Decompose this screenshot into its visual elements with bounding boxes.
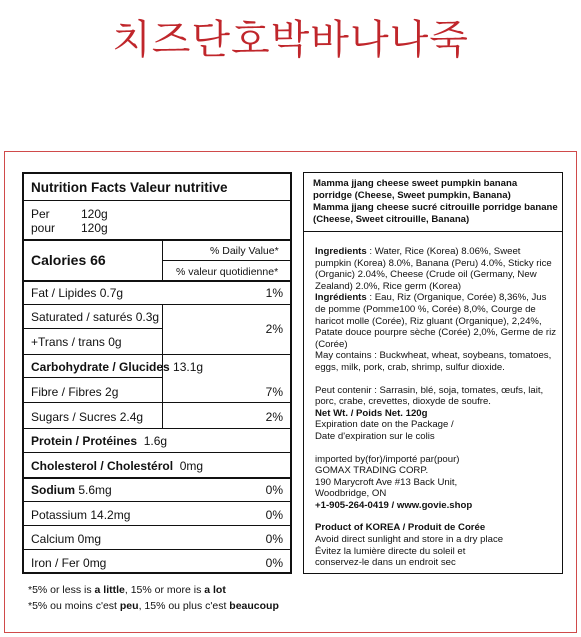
address-line-2: Woodbridge, ON xyxy=(315,488,387,500)
may-contain: May contains : Buckwheat, wheat, soybeans, tomatoes, eggs, milk, pork, crab, shrimp, sulfur dioxide. xyxy=(315,350,552,373)
nutrient-sodium-pct: 0% xyxy=(265,483,283,497)
product-name-fr: Mamma jjang cheese sucré citrouille porridge banane (Cheese, Sweet citrouille, Banana) xyxy=(313,202,558,225)
per-value: 120g xyxy=(81,207,108,221)
pour-value: 120g xyxy=(81,221,108,235)
product-info-panel xyxy=(303,172,563,574)
daily-value-en: % Daily Value* xyxy=(210,245,279,257)
nutrient-calcium-pct: 0% xyxy=(265,532,283,546)
storage-fr-1: Évitez la lumière directe du soleil et xyxy=(315,545,466,557)
company-name: GOMAX TRADING CORP. xyxy=(315,465,429,477)
ingredients-en: Ingredients : Water, Rice (Korea) 8.06%, Sweet pumpkin (Korea) 8.0%, Banana (Peru) 4.0%, Sticky rice (Organic) 2.04%, Cheese (Crude oil (Germany, New Zealand) 2.0%, Rice germ (Korea) xyxy=(315,246,552,292)
per-label: Per xyxy=(31,207,50,221)
expiration-en: Expiration date on the Package / xyxy=(315,419,454,431)
product-of: Product of KOREA / Produit de Corée xyxy=(315,522,486,534)
nutrient-iron-pct: 0% xyxy=(265,556,283,570)
nutrient-fat-pct: 1% xyxy=(265,286,283,300)
nutrient-potassium: Potassium 14.2mg xyxy=(31,508,131,522)
contact-info: +1-905-264-0419 / www.govie.shop xyxy=(315,499,473,511)
footnote-fr: *5% ou moins c'est peu, 15% ou plus c'est beaucoup xyxy=(28,600,279,612)
nutrient-cholesterol: Cholesterol / Cholestérol 0mg xyxy=(31,459,204,473)
expiration-fr: Date d'expiration sur le colis xyxy=(315,430,435,442)
nutrient-fat: Fat / Lipides 0.7g xyxy=(31,286,124,300)
nutrient-potassium-pct: 0% xyxy=(265,508,283,522)
product-info-body xyxy=(315,246,557,569)
nutrient-sugars-pct: 2% xyxy=(265,410,283,424)
imported-by: imported by(for)/importé par(pour) xyxy=(315,453,460,465)
product-title: 치즈단호박바나나죽 xyxy=(112,17,469,63)
nutrient-iron: Iron / Fer 0mg xyxy=(31,556,107,570)
nutrient-saturated: Saturated / saturés 0.3g xyxy=(31,310,160,324)
calories: Calories 66 xyxy=(31,252,106,268)
nutrient-saturated-trans-pct: 2% xyxy=(265,322,283,336)
nutrient-calcium: Calcium 0mg xyxy=(31,532,102,546)
peut-contenir: Peut contenir : Sarrasin, blé, soja, tomates, œufs, lait, porc, crabe, crevettes, dioxyde de soufre. xyxy=(315,384,544,408)
nutrient-trans: +Trans / trans 0g xyxy=(31,335,122,349)
nutrient-sodium: Sodium 5.6mg xyxy=(31,483,112,497)
product-name-block xyxy=(313,178,558,226)
net-weight: Net Wt. / Poids Net. 120g xyxy=(315,407,428,419)
storage-fr-2: conservez-le dans un endroit sec xyxy=(315,557,456,569)
nutrient-fibre: Fibre / Fibres 2g xyxy=(31,385,119,399)
nutrient-protein: Protein / Protéines 1.6g xyxy=(31,434,168,448)
nutrient-sugars: Sugars / Sucres 2.4g xyxy=(31,410,144,424)
storage-en: Avoid direct sunlight and store in a dry place xyxy=(315,534,504,546)
nutrient-carbohydrate: Carbohydrate / Glucides 13.1g xyxy=(31,360,204,374)
address-line-1: 190 Marycroft Ave #13 Back Unit, xyxy=(315,476,458,488)
nutrient-fibre-pct: 7% xyxy=(265,385,283,399)
daily-value-fr: % valeur quotidienne* xyxy=(176,266,279,278)
footnote-en: *5% or less is a little, 15% or more is a lot xyxy=(28,584,226,596)
pour-label: pour xyxy=(31,221,56,235)
product-name-en: Mamma jjang cheese sweet pumpkin banana porridge (Cheese, Sweet pumpkin, Banana) xyxy=(313,178,518,201)
nutrition-facts-table xyxy=(22,172,292,574)
ingredients-fr: Ingrédients : Eau, Riz (Organique, Corée) 8,36%, Jus de pomme (Pomme100 %, Corée) 8,0%, Courge de haricot molle (Corée), Riz gluant (Organique), 2,24%, Patate douce pourpre sèche (Corée) 2,0%, Germe de riz (Corée) xyxy=(315,292,557,350)
nutrition-header: Nutrition Facts Valeur nutritive xyxy=(31,180,228,195)
